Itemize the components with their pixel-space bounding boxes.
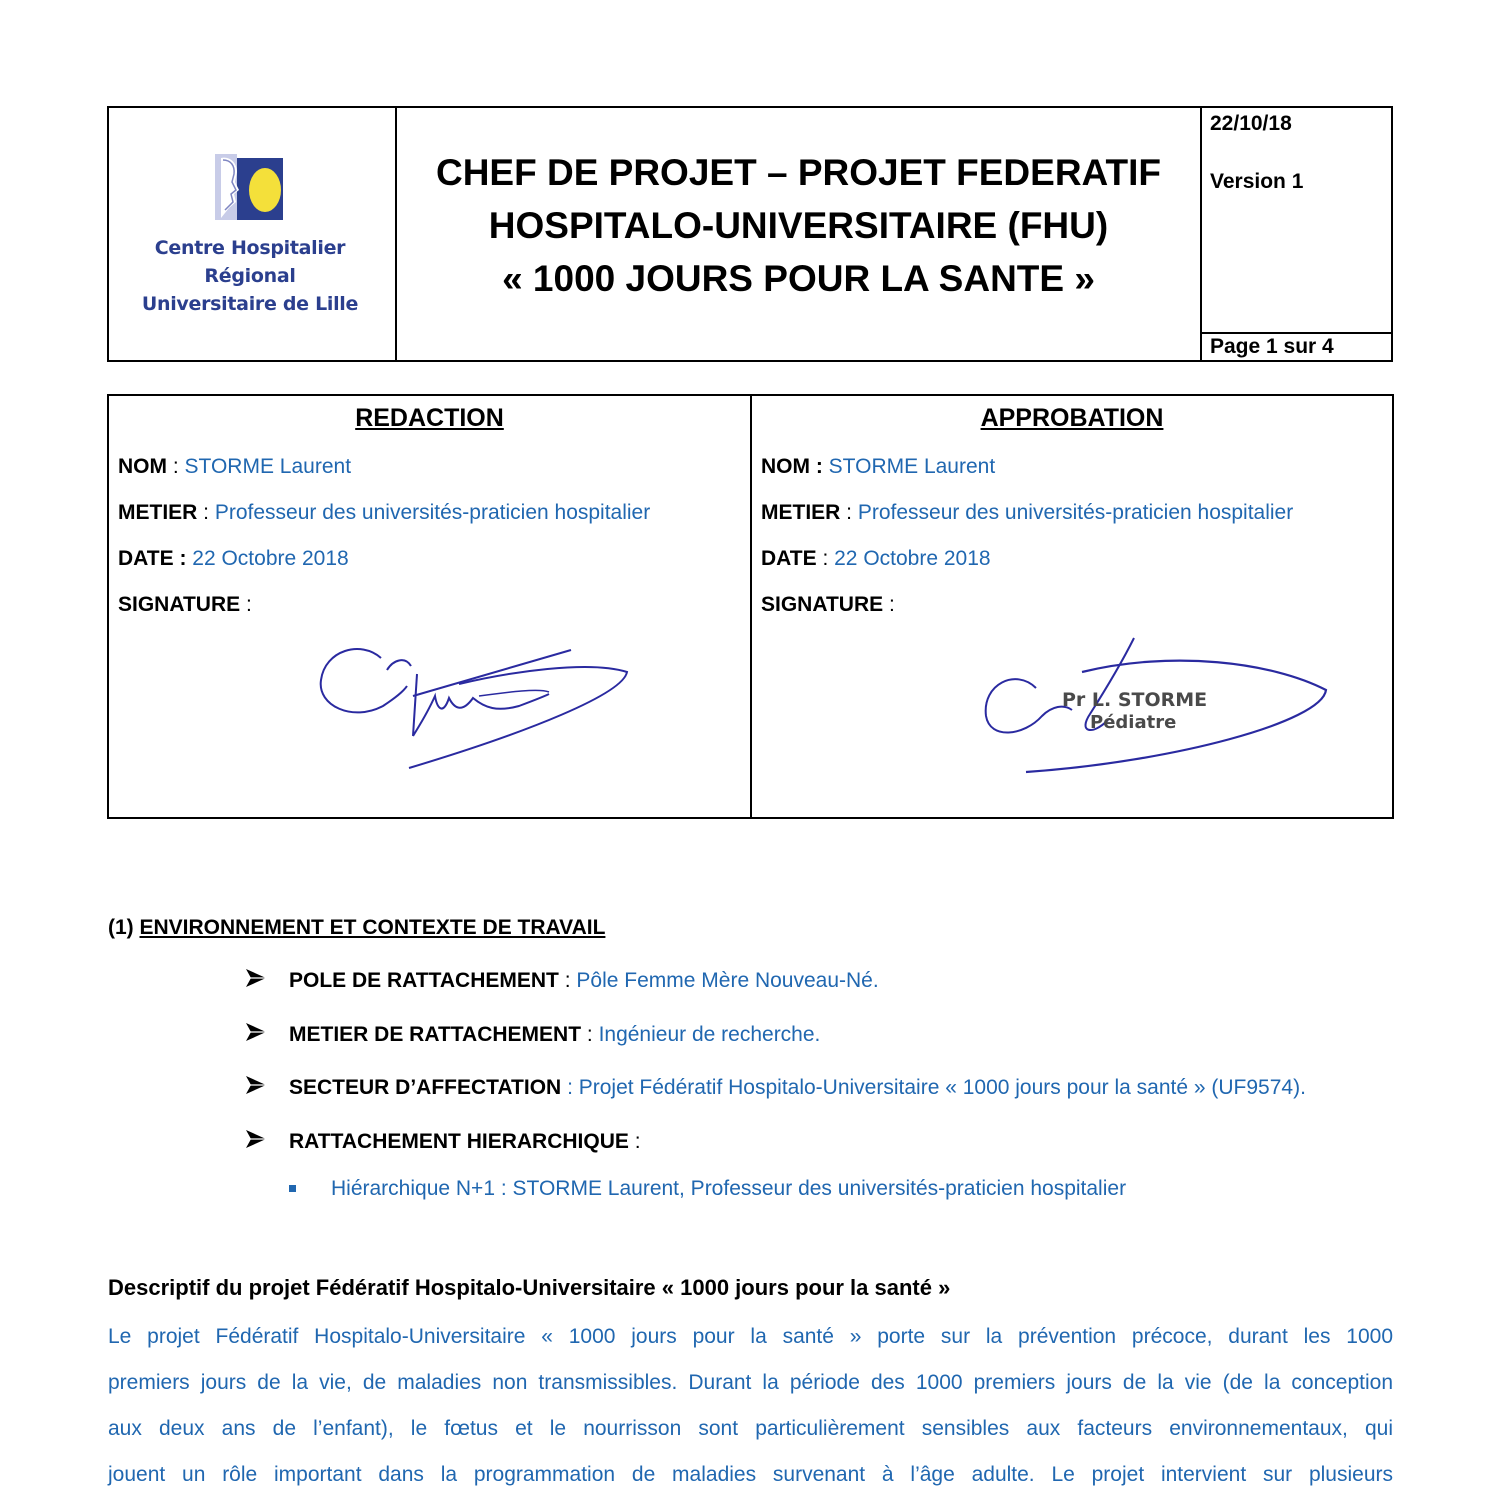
section-1-heading (108, 916, 605, 940)
approbation-signature-image (972, 632, 1342, 782)
stamp-line-2: Pédiatre (1090, 712, 1177, 733)
signature-table (107, 394, 1394, 819)
document-header (107, 106, 1393, 362)
chru-lille-logo (207, 152, 297, 224)
signature-label: SIGNATURE (761, 593, 884, 616)
title-cell (397, 108, 1202, 360)
nom-label: NOM : (761, 455, 823, 478)
nom-label: NOM (118, 455, 167, 478)
signature-sep: : (240, 593, 252, 616)
list-item (289, 1023, 820, 1047)
date-sep: : (816, 547, 835, 570)
approbation-heading: APPROBATION (980, 404, 1164, 432)
list-item (289, 1130, 641, 1154)
redaction-nom (118, 455, 351, 479)
item-value: Ingénieur de recherche. (598, 1023, 821, 1046)
paragraph-line-4: jouent un rôle important dans la programmation de maladies survenant à l’âge adulte. Le projet intervient sur plusieurs (108, 1463, 1393, 1486)
section-title: ENVIRONNEMENT ET CONTEXTE DE TRAVAIL (139, 916, 606, 939)
redaction-column (109, 396, 752, 817)
page-number: Page 1 sur 4 (1202, 332, 1391, 360)
list-item (289, 969, 879, 993)
date-value: 22 Octobre 2018 (834, 547, 991, 570)
item-label: POLE DE RATTACHEMENT (289, 969, 559, 992)
nom-value: STORME Laurent (822, 455, 996, 478)
metier-label: METIER (118, 501, 198, 524)
item-label: SECTEUR D’AFFECTATION (289, 1076, 562, 1099)
logo-text (109, 234, 391, 318)
square-bullet-icon (289, 1185, 296, 1192)
item-label: RATTACHEMENT HIERARCHIQUE (289, 1130, 629, 1153)
arrow-bullet-icon (245, 1074, 267, 1096)
arrow-bullet-icon (245, 967, 267, 989)
signature-sep: : (883, 593, 895, 616)
document-date: 22/10/18 (1210, 112, 1292, 135)
metier-value: Professeur des universités-praticien hospitalier (214, 501, 651, 524)
document-version: Version 1 (1210, 170, 1304, 193)
logo-line-2: Universitaire de Lille (141, 293, 359, 315)
metier-sep: : (197, 501, 215, 524)
section-number: (1) (108, 916, 140, 939)
approbation-column (752, 396, 1392, 817)
redaction-signature-image (309, 636, 639, 776)
redaction-heading: REDACTION (355, 404, 504, 432)
paragraph-line-1: Le projet Fédératif Hospitalo-Universitaire « 1000 jours pour la santé » porte sur la prévention précoce, durant les 1000 (108, 1325, 1393, 1348)
approbation-signature (761, 593, 895, 617)
paragraph-line-3: aux deux ans de l’enfant), le fœtus et le nourrisson sont particulièrement sensibles aux facteurs environnementaux, qui (108, 1417, 1393, 1440)
title-line-3: « 1000 JOURS POUR LA SANTE » (502, 257, 1095, 299)
item-sep: : (558, 969, 577, 992)
metier-value: Professeur des universités-praticien hospitalier (857, 501, 1294, 524)
date-label: DATE (761, 547, 817, 570)
approbation-date (761, 547, 991, 571)
nom-value: STORME Laurent (184, 455, 352, 478)
redaction-date (118, 547, 349, 571)
approbation-nom (761, 455, 995, 479)
paragraph-line-2: premiers jours de la vie, de maladies non transmissibles. Durant la période des 1000 premiers jours de la vie (de la conception (108, 1371, 1393, 1394)
redaction-signature (118, 593, 252, 617)
arrow-bullet-icon (245, 1128, 267, 1150)
item-value: Pôle Femme Mère Nouveau-Né. (576, 969, 879, 992)
date-label: DATE : (118, 547, 187, 570)
arrow-bullet-icon (245, 1021, 267, 1043)
nom-sep: : (167, 455, 185, 478)
descriptif-title: Descriptif du projet Fédératif Hospitalo-Universitaire « 1000 jours pour la santé » (108, 1275, 951, 1300)
redaction-metier (118, 501, 650, 525)
item-sep: : (628, 1130, 641, 1153)
stamp-line-1: Pr L. STORME (1062, 689, 1208, 711)
title-line-1: CHEF DE PROJET – PROJET FEDERATIF (435, 151, 1162, 193)
item-label: METIER DE RATTACHEMENT (289, 1023, 582, 1046)
logo-line-1: Centre Hospitalier Régional (154, 237, 346, 287)
logo-cell (109, 108, 397, 360)
sub-list-item: Hiérarchique N+1 : STORME Laurent, Professeur des universités-praticien hospitalier (331, 1177, 1127, 1200)
date-value: 22 Octobre 2018 (186, 547, 349, 570)
item-value: : Projet Fédératif Hospitalo-Universitaire « 1000 jours pour la santé » (UF9574). (567, 1076, 1306, 1099)
list-item (289, 1076, 1306, 1100)
title-line-2: HOSPITALO-UNIVERSITAIRE (FHU) (488, 204, 1109, 246)
meta-cell (1202, 108, 1391, 360)
document-title (436, 146, 1161, 305)
metier-sep: : (840, 501, 858, 524)
metier-label: METIER (761, 501, 841, 524)
signature-label: SIGNATURE (118, 593, 241, 616)
approbation-metier (761, 501, 1293, 525)
item-sep: : (581, 1023, 599, 1046)
